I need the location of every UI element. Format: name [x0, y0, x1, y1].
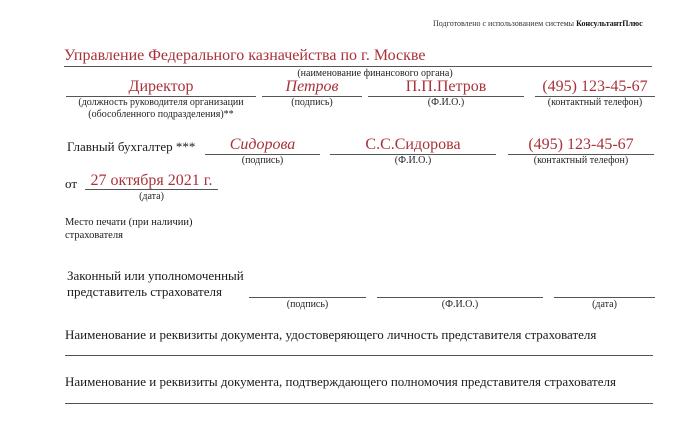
representative-date-caption: (дата) — [592, 299, 617, 310]
head-phone-caption: (контактный телефон) — [547, 97, 643, 108]
representative-signature-line[interactable] — [249, 297, 366, 298]
representative-signature-caption: (подпись) — [286, 299, 329, 310]
identity-doc-line[interactable] — [65, 355, 653, 356]
identity-doc-label: Наименование и реквизиты документа, удостоверяющего личность представителя страхователя — [65, 327, 597, 342]
stamp-label-line1: Место печати (при наличии) — [65, 217, 193, 228]
authority-doc-line[interactable] — [65, 403, 653, 404]
head-phone-value[interactable]: (495) 123-45-67 — [542, 78, 648, 95]
head-position-caption-2: (обособленного подразделения)** — [88, 109, 234, 120]
date-prefix: от — [65, 176, 78, 191]
stamp-label-line2: страхователя — [65, 230, 123, 241]
accountant-fio-caption: (Ф.И.О.) — [394, 155, 432, 166]
brand-name: КонсультантПлюс — [576, 19, 643, 28]
head-fio-value[interactable]: П.П.Петров — [405, 78, 487, 95]
accountant-signature-caption: (подпись) — [241, 155, 284, 166]
representative-label-line2: представитель страхователя — [67, 284, 222, 299]
representative-fio-line[interactable] — [377, 297, 543, 298]
head-fio-caption: (Ф.И.О.) — [427, 97, 465, 108]
head-signature-caption: (подпись) — [291, 97, 333, 108]
date-caption: (дата) — [139, 191, 164, 202]
representative-date-line[interactable] — [554, 297, 655, 298]
head-position-value[interactable]: Директор — [128, 78, 194, 95]
accountant-fio-value[interactable]: С.С.Сидорова — [365, 136, 461, 153]
prepared-text: Подготовлено с использованием системы — [433, 19, 575, 28]
finance-org-line — [64, 66, 652, 67]
accountant-phone-caption: (контактный телефон) — [533, 155, 629, 166]
prepared-with-note — [433, 19, 643, 28]
accountant-phone-value[interactable]: (495) 123-45-67 — [528, 136, 634, 153]
finance-org-value[interactable]: Управление Федерального казначейства по г. Москве — [64, 47, 426, 64]
accountant-signature-value[interactable]: Сидорова — [229, 136, 296, 153]
head-signature-value[interactable]: Петров — [285, 78, 339, 95]
finance-org-caption: (наименование финансового органа) — [297, 68, 453, 79]
date-line — [85, 189, 218, 190]
representative-fio-caption: (Ф.И.О.) — [441, 299, 479, 310]
representative-label-line1: Законный или уполномоченный — [67, 268, 244, 283]
chief-accountant-label: Главный бухгалтер *** — [67, 139, 196, 154]
head-position-caption-1: (должность руководителя организации — [78, 97, 244, 108]
date-value[interactable]: 27 октября 2021 г. — [90, 172, 213, 189]
authority-doc-label: Наименование и реквизиты документа, подтверждающего полномочия представителя страхователя — [65, 374, 616, 389]
